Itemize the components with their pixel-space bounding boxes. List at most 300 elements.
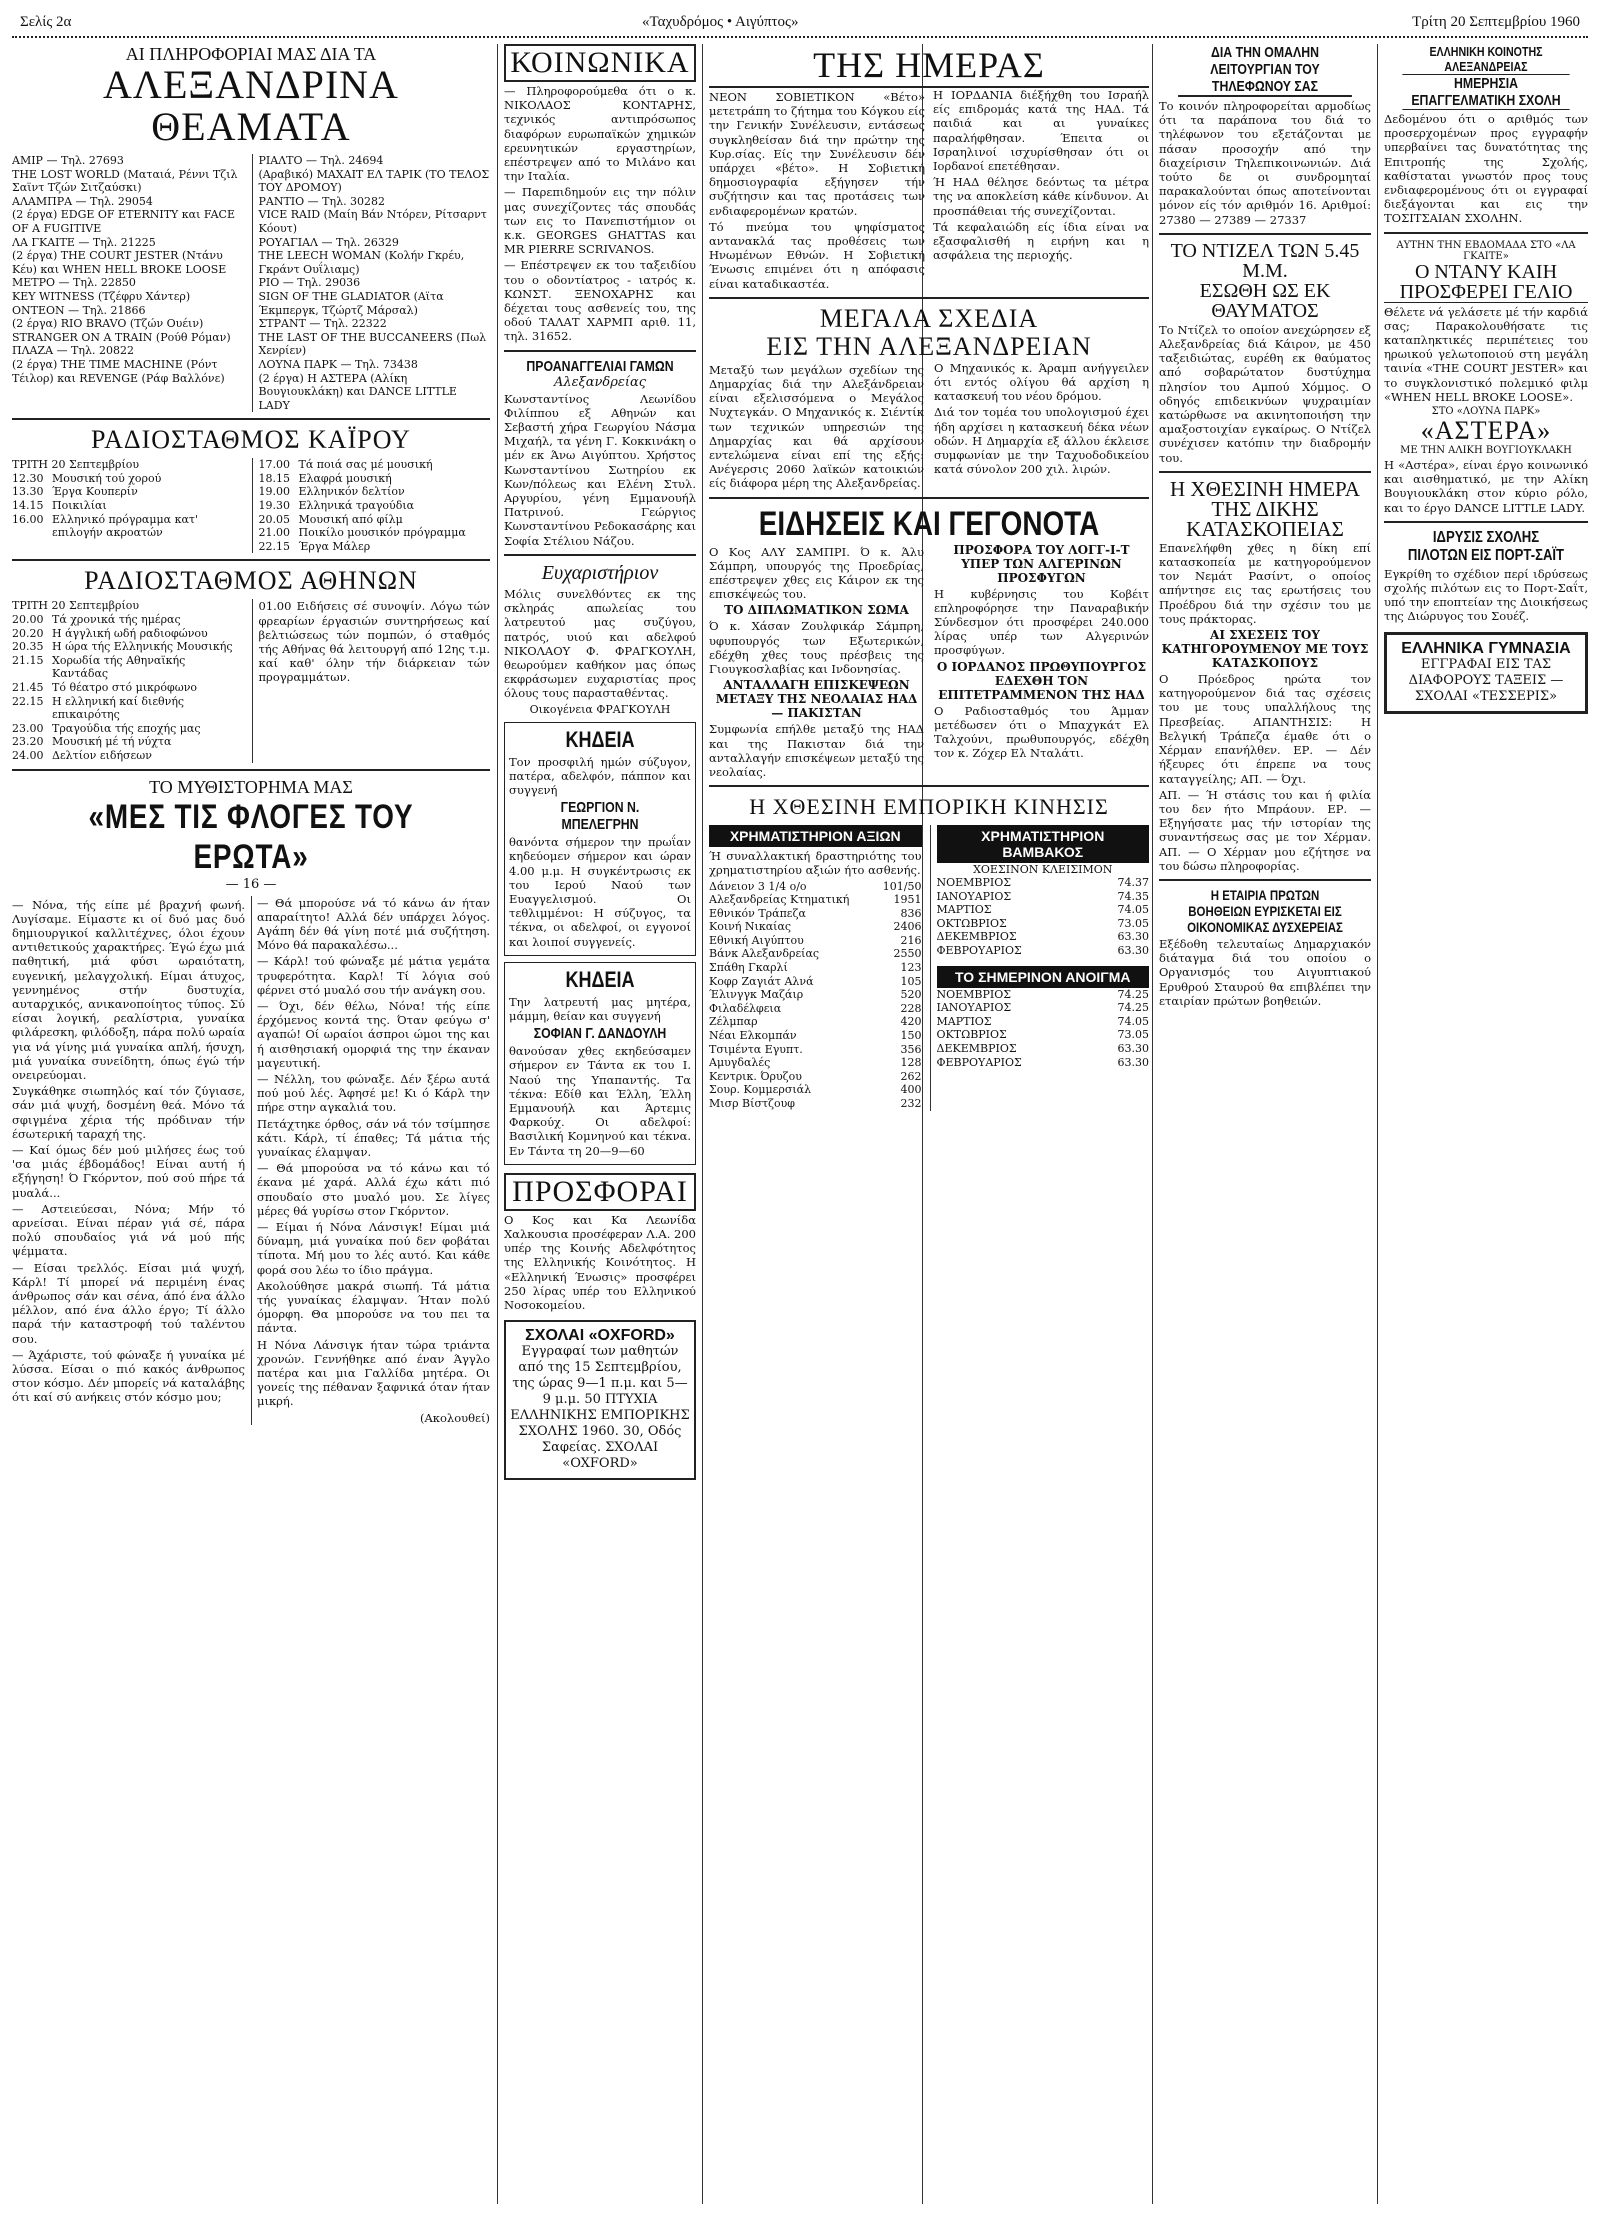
share-row-value: 232 <box>900 1097 922 1111</box>
share-row-label: Κεντρικ. Όρυζου <box>709 1069 802 1083</box>
today-paragraph: Ή ΗΑΔ θέλησε δεόντως τα μέτρα της να αποκλείση κάθε κίνδυνον. Αι προσπάθειαι τής συνεχίζονται. <box>933 175 1149 218</box>
theatre-line: ΡΙΟ — Τηλ. 29036 <box>258 276 361 290</box>
theatres-headline: ΑΛΕΞΑΝΔΡΙΝΑ ΘΕΑΜΑΤΑ <box>103 62 399 149</box>
radio-item-label: 23.00 <box>12 721 44 735</box>
divider <box>1384 232 1588 234</box>
radio-item <box>12 749 244 763</box>
theatres-kicker: ΑΙ ΠΛΗΡΟΦΟΡΙΑΙ ΜΑΣ ΔΙΑ ΤΑ <box>125 44 377 64</box>
share-row <box>709 975 922 989</box>
column-rule <box>1377 44 1378 2204</box>
share-row-label: Κοφρ Ζαγιάτ Αλνά <box>709 974 814 988</box>
share-row-value: 128 <box>900 1056 922 1070</box>
trial-paragraph: Ο Πρόεδρος ηρώτα τον κατηγορούμενον διά τας σχέσεις του με τους υπαλλήλους της Πρεσβείας. ΑΠΑΝΤΗΣΙΣ: Η Βελγική Τράπεζα έμαθε ότι ο Χέρμαν επανήλθεν. ΕΡ. — Δέν ήξευρες ότι έπρεπε να τους καταγγείλης; ΑΠ. — Όχι. <box>1159 672 1371 786</box>
film-text: Θέλετε νά γελάσετε μέ τήν καρδιά σας; Παρακολουθήσατε τις καταπληκτικές περιπέτειες του ηρωικού γελωτοποιού στη μεγάλη ταινία «THE COURT JESTER» και το συγκλονιστικό πολεμικό φιλμ «WHEN HELL BROKE LOOSE». <box>1384 304 1588 404</box>
cotton-row-value: 74.05 <box>1117 903 1149 917</box>
community-title: ΕΛΛΗΝΙΚΗ ΚΟΙΝΟΤΗΣ ΑΛΕΞΑΝΔΡΕΙΑΣ <box>1429 44 1543 74</box>
theatre-line: KEY WITNESS (Τζέφρυ Χάντερ) <box>12 289 191 303</box>
divider <box>12 418 490 420</box>
share-row-value: 836 <box>900 906 922 920</box>
radio-item-value: Μουσική από φίλμ <box>298 512 403 526</box>
share-row-value: 123 <box>900 961 922 975</box>
cotton-title: ΧΡΗΜΑΤΙΣΤΗΡΙΟΝ ΒΑΜΒΑΚΟΣ <box>937 825 1150 863</box>
share-row-label: Φιλαδέλφεια <box>709 1001 782 1015</box>
theatres-listing <box>12 154 490 412</box>
plans-title-1: ΜΕΓΑΛΑ ΣΧΕΔΙΑ <box>819 303 1039 333</box>
radio-item <box>12 513 244 540</box>
radio-item-value: Ελαφρά μουσική <box>298 471 392 485</box>
cotton-open-row-label: ΦΕΒΡΟΥΑΡΙΟΣ <box>936 1055 1022 1069</box>
share-row <box>709 880 922 894</box>
cotton-row-value: 74.35 <box>1117 889 1149 903</box>
theatre-line: ΣΤΡΑΝΤ — Τηλ. 22322 <box>258 317 387 331</box>
theatre-line: VICE RAID (Μαίη Βάν Ντόρεν, Ρίτσαρντ Κόουτ) <box>258 208 487 235</box>
radio-athens-left-list <box>12 613 244 763</box>
cotton-row-label: ΜΑΡΤΙΟΣ <box>936 903 992 917</box>
social-paragraph: — Πληροφορούμεθα ότι ο κ. ΝΙΚΟΛΑΟΣ ΚΟΝΤΑΡΗΣ, τεχνικός αντιπρόσωπος διαφόρων ευρωπαϊκών χημικών ερευνητικών εργαστηρίων, επέστρεψεν από το Μιλάνο και την Ιταλία. <box>504 84 696 184</box>
film-kicker-2: ΣΤΟ «ΛΟΥΝΑ ΠΑΡΚ» <box>1431 406 1541 418</box>
trial-title-2: ΤΗΣ ΔΙΚΗΣ ΚΑΤΑΣΚΟΠΕΙΑΣ <box>1186 496 1344 541</box>
novel-paragraph: — Νέλλη, του φώναξε. Δέν ξέρω αυτά πού μού λές. Άφησέ με! Κι ό Κάρλ την πήρε στην αγκαλιά του. <box>257 1072 490 1115</box>
column-3 <box>709 44 1149 2204</box>
novel-continued: (Ακολουθεί) <box>420 1410 490 1425</box>
film-title-2: ΠΡΟΣΦΕΡΕΙ ΓΕΛΙΟ <box>1384 282 1588 303</box>
share-row <box>709 961 922 975</box>
trial-paragraph: ΑΠ. — Ή στάσις του και ή φιλία του δεν ήτο Μπράουν. ΕΡ. — Εξηγήσατε μας τήν ιστορίαν της συναντήσεως σας με τον Χέρμαν. ΑΠ. — Ο Χέρμαν μου εζήτησε να του δώσω πληροφορίας. <box>1159 787 1371 873</box>
offers-text: Ο Κος και Κα Λεωνίδα Χαλκουσια προσέφεραν Λ.Α. 200 υπέρ της Κοινής Αδελφότητος της Ελληνικής Κοινότητος. Η «Ελληνική Ένωσις» προσφέρει 250 λίρας υπέρ του Ελληνικού Νοσοκομείου. <box>504 1212 696 1312</box>
radio-item <box>12 722 244 736</box>
cotton-row <box>937 890 1150 904</box>
novel-paragraph: — Θά μπορούσε νά τό κάνω άν ήταν απαραίτητο! Αλλά δέν υπάρχει λόγος. Αγάπη δέν θά γίνη ποτέ μιά συζήτηση. Μόνο θά παρακαλέσω... <box>257 895 490 953</box>
film-title-1: Ο ΝΤΑΝΥ ΚΑΙΗ <box>1414 260 1558 283</box>
funeral-1-text: θανόντα σήμερον την πρωΐαν κηδεύομεν σήμερον και ώραν 4.00 μ.μ. Η συγκέντρωσις εκ του Ιερού Ναού των Ευαγγελισμού. Οι τεθλιμμένοι: Η σύζυγος, τα τέκνα, οι αδελφοί, οι εγγονοί και λοιποί συγγενείς. <box>509 835 691 949</box>
radio-cairo-day: ΤΡΙΤΗ 20 Σεπτεμβρίου <box>12 458 140 472</box>
cotton-row-label: ΔΕΚΕΜΒΡΙΟΣ <box>936 930 1017 944</box>
news-subhead: ΑΝΤΑΛΛΑΓΗ ΕΠΙΣΚΕΨΕΩΝ ΜΕΤΑΞΥ ΤΗΣ ΝΕΟΛΑΙΑΣ ΗΑΔ — ΠΑΚΙΣΤΑΝ <box>715 678 918 721</box>
column-1 <box>12 44 490 2204</box>
news-paragraph: Η κυβέρνησις του Κοβέιτ επληροφόρησε την Παναραβικήν Σύνδεσμον ότι προσφέρει 240.000 λίρας υπέρ των Αλγερινών προσφύγων. <box>934 586 1149 658</box>
share-row <box>709 1097 922 1111</box>
page-number: Σελίς 2α <box>20 14 72 30</box>
radio-item <box>12 654 244 681</box>
trial-paragraph: Επανελήφθη χθες η δίκη επί κατασκοπεία με κατηγορούμενον τον Νεμάτ Ρασίντ, ο οποίος απήντησε εις τας ερωτήσεις του Προέδρου διά την σχέσιν του με τους πράκτορας. <box>1159 540 1371 626</box>
share-row <box>709 1029 922 1043</box>
theatre-line: THE LOST WORLD (Ματαιά, Ρέννι Τζιλ Σαϊντ Τζών Σιτζαύσκι) <box>12 167 238 195</box>
theatre-line: ΑΛΑΜΠΡΑ — Τηλ. 29054 <box>12 194 153 208</box>
today-body <box>709 88 1149 291</box>
share-row-label: Νέαι Ελκομπάν <box>709 1029 797 1043</box>
divider <box>1159 233 1371 235</box>
radio-item-label: 21.15 <box>12 653 44 667</box>
radio-item <box>259 485 491 499</box>
radio-athens-schedule <box>12 599 490 762</box>
radio-item-value: Μουσική μέ τή νύχτα <box>52 735 172 749</box>
radio-athens-day: ΤΡΙΤΗ 20 Σεπτεμβρίου <box>12 599 140 613</box>
social-title: ΚΟΙΝΩΝΙΚΑ <box>504 44 696 82</box>
radio-cairo-left-list <box>12 472 244 540</box>
share-row <box>709 947 922 961</box>
share-row-label: Βάνκ Αλεξανδρείας <box>709 947 820 961</box>
radio-item-value: Τά χρονικά τής ημέρας <box>52 613 181 627</box>
novel-paragraph: Ακολούθησε μακρά σιωπή. Τά μάτια τής γυναίκας έλαμψαν. Ήταν πολύ όμορφη. Θα μπορούσε να του πει τα πάντα. <box>257 1278 490 1336</box>
funeral-2-intro: Την λατρευτή μας μητέρα, μάμμη, θείαν και συγγενή <box>509 994 691 1023</box>
theatre-line: SIGN OF THE GLADIATOR (Αϊτα Έκμπεργκ, Τζώρτζ Μάρσαλ) <box>258 289 444 317</box>
radio-item <box>12 681 244 695</box>
funeral-notice-1 <box>504 722 696 956</box>
cotton-row <box>937 944 1150 958</box>
column-2 <box>504 44 696 2204</box>
radio-item <box>12 499 244 513</box>
thanks-title: Ευχαριστήριον <box>541 561 659 584</box>
thanks-sign: Οικογένεια ΦΡΑΓΚΟΥΛΗ <box>529 702 671 716</box>
share-row-value: 105 <box>900 974 922 988</box>
theatre-line: (2 έργα) EDGE OF ETERNITY και FACE OF A FUGITIVE <box>12 208 235 235</box>
oxford-ad <box>504 1320 696 1480</box>
gymnasia-ad-title: ΕΛΛΗΝΙΚΑ ΓΥΜΝΑΣΙΑ <box>1401 639 1571 657</box>
radio-item-label: 12.30 <box>12 471 44 485</box>
share-row-label: Δάνειον 3 1/4 ο/ο <box>709 879 807 893</box>
cotton-open-row <box>937 1056 1150 1070</box>
news-paragraph: Ό κ. Χάσαν Ζουλφικάρ Σάμπρη, υφυπουργός των Εξωτερικών, εδέχθη χθες τους πρέσβεις της Γιουγκοσλαβίας και Ινδονησίας. <box>709 619 924 677</box>
divider <box>709 497 1149 499</box>
market-body <box>709 825 1149 1111</box>
share-row-label: Τσιμέντα Εγυπτ. <box>709 1042 803 1056</box>
pilots-title-2: ΠΙΛΟΤΩΝ ΕΙΣ ΠΟΡΤ-ΣΑΪΤ <box>1407 546 1565 564</box>
today-main <box>709 44 1149 291</box>
novel-paragraph: — Αστειεύεσαι, Νόνα; Μήν τό αρνείσαι. Είναι πέραν γιά σέ, πάρα πολύ σπουδαίος γιά νά μού πής ψέμματα. <box>12 1201 245 1259</box>
radio-item-label: 20.35 <box>12 640 44 654</box>
novel-kicker: ΤΟ ΜΥΘΙΣΤΟΡΗΜΑ ΜΑΣ <box>149 776 353 797</box>
paper-name: «Ταχυδρόμος • Αιγύπτος» <box>642 14 799 30</box>
radio-item-label: 24.00 <box>12 748 44 762</box>
radio-item-value: Ποικίλο μουσικόν πρόγραμμα <box>298 526 466 540</box>
novel-paragraph: — Όχι, δέν θέλω, Νόνα! τής είπε έρχόμενος κοντά της. Όταν φεύγω σ' αγαπώ! Οί ωραίοι άσπροι ώμοι της και ή αισθησιακή ομορφιά της την έκαναν μαγευτική. <box>257 998 490 1070</box>
radio-item <box>259 513 491 527</box>
novel-paragraph: Συγκάθηκε σιωπηλός καί τόν ζύγιασε, σάν μιά ψυχή, δοσμένη θεά. Μόνο τά σφιγμένα χέρια τής πρόδιναν τήν έσωτερική ταραχή της. <box>12 1084 245 1141</box>
divider <box>1159 879 1371 881</box>
share-row-label: Ζέλμπαρ <box>709 1015 758 1029</box>
share-row-label: Σπάθη Γκαρλί <box>709 961 788 975</box>
radio-item-value: Ελληνικό πρόγραμμα κατ' επιλογήν ακροατών <box>52 512 198 540</box>
masthead <box>12 10 1588 38</box>
cotton-open-row <box>937 1042 1150 1056</box>
open-list <box>937 988 1150 1070</box>
share-row-value: 228 <box>900 1001 922 1015</box>
diesel-text: Το Ντίζελ το οποίον ανεχώρησεν εξ Αλεξανδρείας διά Κάιρον, με 450 ταξειδιώτας, ευρέθη εκ θαύματος από σοβαρώτατον δυστύχημα πλησίον του Αμπού Χόμμος. Ο οδηγός επιδεικνύων ψυχραιμίαν κατώρθωσε να ακινητοποιήση την αμαξοστοιχίαν εγκαίρως. Ο Ντίζελ συνέχισεν κατόπιν την διαδρομήν του. <box>1159 322 1371 465</box>
divider <box>504 554 696 556</box>
trial-title-1: Η ΧΘΕΣΙΝΗ ΗΜΕΡΑ <box>1170 476 1360 501</box>
cotton-row-value: 63.30 <box>1117 944 1149 958</box>
theatre-line: ΡΑΝΤΙΟ — Τηλ. 30282 <box>258 194 386 208</box>
cotton-open-row-label: ΔΕΚΕΜΒΡΙΟΣ <box>936 1042 1017 1056</box>
cotton-row-value: 74.37 <box>1117 876 1149 890</box>
share-row-label: Εθνικόν Τράπεζα <box>709 906 806 920</box>
phone-text: Το κοινόν πληροφορείται αρμοδίως ότι τα παράπονα του διά το τηλέφωνον του εξετάζονται με πάσαν προσοχήν από την διαχείρισιν Τηλεπικοινωνιών. Διά τούτο δε οι συνδρομηταί παρακαλούνται όπως αποτείνονται μόνον είς τόν αριθμόν 16. Αριθμοί: 27380 — 27389 — 27337 <box>1159 99 1371 227</box>
today-paragraph: Τό πνεύμα του ψηφίσματος αντανακλά τας προθέσεις των Ηνωμένων Εθνών. Η Σοβιετική Ένωσις επιμένει ότι η απόφασις είναι καταδικαστέα. <box>709 219 925 291</box>
radio-cairo-schedule <box>12 458 490 553</box>
theatre-line: (2 έργα) RIO BRAVO (Τζών Ουέιν) STRANGER ON A TRAIN (Ρούθ Ρόμαν) <box>12 317 231 344</box>
theatre-line: ΟΝΤΕΟΝ — Τηλ. 21866 <box>12 303 146 317</box>
share-row-value: 2550 <box>893 947 922 961</box>
radio-item <box>12 695 244 722</box>
share-row-value: 520 <box>900 988 922 1002</box>
offers-title: ΠΡΟΣΦΟΡΑΙ <box>504 1173 696 1211</box>
share-row-label: Εθνική Αιγύπτου <box>709 933 804 947</box>
news-subhead: ΠΡΟΣΦΟΡΑ ΤΟΥ ΛΟΓΓ-Ι-Τ ΥΠΕΡ ΤΩΝ ΑΛΓΕΡΙΝΩΝ ΠΡΟΣΦΥΓΩΝ <box>953 542 1130 585</box>
radio-item-value: Δελτίον ειδήσεων <box>52 748 152 762</box>
divider <box>504 350 696 352</box>
cotton-sub: ΧΟΕΣΙΝΟΝ ΚΛΕΙΣΙΜΟΝ <box>973 863 1113 877</box>
plans-paragraph: Μεταξύ των μεγάλων σχεδίων της Δημαρχίας διά την Αλεξάνδρειαν είναι εξελισσόμενα ο Μεγάλος Νυχτεγκάν. Ο Μηχανικός κ. Σιέντίκ των τεχνικών υπηρεσιών της Δημαρχίας και θά αρχίσουν εντελώμενα είναι επί της εξής: Ανέγερσις 2060 λαϊκών κατοικιών είς διάφορα μέρη της Αλεξανδρείας. <box>709 362 924 491</box>
theatres-right <box>252 154 491 412</box>
cotton-row-value: 63.30 <box>1117 930 1149 944</box>
radio-item <box>12 472 244 486</box>
novel-paragraph: — Θά μπορούσα να τό κάνω και τό έκανα μέ χαρά. Αλλά έχω κάτι πιό σπουδαίο στο μυαλό μου. Σε λίγες μέρες θά γυρίσω στον Γκόρντον. <box>257 1161 490 1218</box>
radio-item-value: Ελληνικά τραγούδια <box>298 499 415 513</box>
news-subhead: ΤΟ ΔΙΠΛΩΜΑΤΙΚΟΝ ΣΩΜΑ <box>724 603 909 618</box>
diesel-title-1: ΤΟ ΝΤΙΖΕΛ ΤΩΝ 5.45 Μ.Μ. <box>1170 239 1360 282</box>
share-row-value: 420 <box>900 1015 922 1029</box>
radio-item-label: 23.20 <box>12 735 44 749</box>
theatre-line: (2 έργα) THE COURT JESTER (Ντάνυ Κέυ) και WHEN HELL BROKE LOOSE <box>12 249 227 276</box>
funeral-2-title: ΚΗΔΕΙΑ <box>565 966 635 992</box>
cotton-open-row <box>937 988 1150 1002</box>
radio-item <box>259 526 491 540</box>
oxford-ad-title: ΣΧΟΛΑΙ «OXFORD» <box>525 1327 675 1345</box>
share-row <box>709 1002 922 1016</box>
social-paragraph: — Παρεπιδημούν εις την πόλιν μας συνεχίζοντες τάς σπουδάς των εις το Πανεπιστήμιον οι κ.κ. GEORGES GHATTAS και MR PIERRE SCRIVANOS. <box>504 185 696 257</box>
cotton-row <box>937 903 1150 917</box>
share-row-label: Μισρ Βίστζουφ <box>709 1097 796 1111</box>
funeral-2-name: ΣΟΦΙΑΝ Γ. ΔΑΝΔΟΥΛΗ <box>533 1025 667 1043</box>
radio-item-label: 20.20 <box>12 626 44 640</box>
gymnasia-ad-text: ΕΓΓΡΑΦΑΙ ΕΙΣ ΤΑΣ ΔΙΑΦΟΡΟΥΣ ΤΑΞΕΙΣ — ΣΧΟΛΑΙ «ΤΕΣΣΕΡΙΣ» <box>1408 656 1564 704</box>
cotton-open-row-label: ΝΟΕΜΒΡΙΟΣ <box>936 987 1012 1001</box>
pilots-title-1: ΙΔΡΥΣΙΣ ΣΧΟΛΗΣ <box>1432 528 1540 546</box>
newspaper-page <box>12 10 1588 2205</box>
social-paragraph: — Επέστρεψεν εκ του ταξειδίου του ο οδοντίατρος - ιατρός κ. ΚΩΝΣΤ. ΞΕΝΟΧΑΡΗΣ και δέχεται τους ασθενείς του, της οδού ΤΑΛΑΤ ΧΑΡΜΠ αριθ. 11, τηλ. 31652. <box>504 258 696 344</box>
radio-item <box>12 640 244 654</box>
radio-item-value: Η άγγλική ωδή ραδιοφώνου <box>52 626 208 640</box>
community-text: Δεδομένου ότι ο αριθμός των προσερχομένων προς εγγραφήν υπερβαίνει τας δυνατότητας της Επιτροπής της Σχολής, καθίσταται γνωστόν προς τους ενδιαφερομένους ότι οι εγγραφαί διεξάγονται και εις την ΤΟΣΙΤΣΑΙΑΝ ΣΧΟΛΗΝ. <box>1384 112 1588 226</box>
news-paragraph: Ο Κος ΑΛΥ ΣΑΜΠΡΙ. Ό κ. Άλυ Σάμπρη, υπουργός της Προεδρίας, επέστρεψεν χθες εις Κάιρον εκ της επισκέψεώς του. <box>709 544 924 602</box>
theatre-line: (2 έργα) THE TIME MACHINE (Ρόντ Τέιλορ) και REVENGE (Ράφ Βαλλόνε) <box>12 357 225 385</box>
cotton-list <box>937 876 1150 958</box>
funeral-notice-2 <box>504 962 696 1165</box>
share-row-value: 1951 <box>893 893 922 907</box>
novel-paragraph: — Καί όμως δέν μού μιλήσες έως τού 'σα μιάς έβδομάδος! Είναι αυτή ή εξήγηση! Ό Γκόρντον, πού σού πήρε τά μυαλά... <box>12 1143 245 1200</box>
oxford-ad-text: Εγγραφαί των μαθητών από της 15 Σεπτεμβρίου, της ώρας 9—1 π.μ. και 5—9 μ.μ. 50 ΠΤΥΧΙΑ ΕΛΛΗΝΙΚΗΣ ΕΜΠΟΡΙΚΗΣ ΣΧΟΛΗΣ 1960. 30, Οδός Σαφείας. ΣΧΟΛΑΙ «OXFORD» <box>510 1344 690 1472</box>
trial-subhead: ΑΙ ΣΧΕΣΕΙΣ ΤΟΥ ΚΑΤΗΓΟΡΟΥΜΕΝΟΥ ΜΕ ΤΟΥΣ ΚΑΤΑΣΚΟΠΟΥΣ <box>1161 628 1369 671</box>
radio-item <box>259 499 491 513</box>
radio-item-value: Η ελληνική καί διεθνής επικαιρότης <box>52 694 185 722</box>
share-row-label: Αλεξανδρείας Κτηματική <box>709 893 850 907</box>
plans-body <box>709 361 1149 491</box>
first-aid-title: Η ΕΤΑΙΡΙΑ ΠΡΩΤΩΝ ΒΟΗΘΕΙΩΝ ΕΥΡΙΣΚΕΤΑΙ ΕΙΣ ΟΙΚΟΝΟΜΙΚΑΣ ΔΥΣΧΕΡΕΙΑΣ <box>1187 886 1343 935</box>
radio-cairo-title: ΡΑΔΙΟΣΤΑΘΜΟΣ ΚΑΪΡΟΥ <box>91 425 411 455</box>
news-title: ΕΙΔΗΣΕΙΣ ΚΑΙ ΓΕΓΟΝΟΤΑ <box>758 504 1100 543</box>
phone-title: ΔΙΑ ΤΗΝ ΟΜΑΛΗΝ ΛΕΙΤΟΥΡΓΙΑΝ ΤΟΥ ΤΗΛΕΦΩΝΟΥ ΣΑΣ <box>1178 44 1352 97</box>
radio-item-label: 19.00 <box>258 485 290 499</box>
share-row-value: 400 <box>900 1083 922 1097</box>
film-sub: ΜΕ ΤΗΝ ΑΛΙΚΗ ΒΟΥΓΙΟΥΚΛΑΚΗ <box>1400 445 1572 457</box>
novel-paragraph: Πετάχτηκε όρθος, σάν νά τόν τσίμπησε κάτι. Κάρλ, τί έπαθες; Τά μάτια τής γυναίκας έλαμψαν. <box>257 1116 490 1160</box>
share-row <box>709 893 922 907</box>
cotton-row-label: ΟΚΤΩΒΡΙΟΣ <box>936 916 1007 930</box>
share-row-label: Έλινγγκ Μαζάιρ <box>709 988 804 1002</box>
radio-item-label: 21.00 <box>258 526 290 540</box>
plans-paragraph: Διά τον τομέα του υπολογισμού έχει ήδη αρχίσει η κατασκευή δέκα νέων οδών. Η Δημαρχία εξ άλλου έκλεισε συμφωνίαν με την Ταχυοδοδικείου κατά σύνολον 200 χιλ. λιρών. <box>934 405 1149 477</box>
pilots-text: Εγκρίθη το σχέδιον περί ιδρύσεως σχολής πιλότων εις το Πορτ-Σαΐτ, υπό την εποπτείαν της Διοικήσεως της Διώρυγος του Σουέζ. <box>1384 566 1588 624</box>
theatre-line: ΡΙΑΛΤΟ — Τηλ. 24694 <box>258 154 384 167</box>
radio-item-label: 16.00 <box>12 512 44 526</box>
cotton-open-row <box>937 1028 1150 1042</box>
today-paragraph: Η ΙΟΡΔΑΝΙΑ διέξήχθη του Ισραήλ είς επιδρομάς κατά της ΗΑΔ. Τά παιδιά και αι γυναίκες παραλήφθησαν. Έπειτα οι Ισραηλινοί ισχυρίσθησαν ότι οι Ιορδανοί επετέθησαν. <box>933 88 1149 174</box>
today-title: ΤΗΣ ΗΜΕΡΑΣ <box>709 44 1149 88</box>
plans-title-2: ΕΙΣ ΤΗΝ ΑΛΕΞΑΝΔΡΕΙΑΝ <box>766 331 1092 361</box>
share-row <box>709 934 922 948</box>
theatre-line: (Αραβικό) ΜΑΧΑΙΤ ΕΛ ΤΑΡΙΚ (ΤΟ ΤΕΛΟΣ ΤΟΥ ΔΡΟΜΟΥ) <box>258 167 490 195</box>
radio-item-label: 13.30 <box>12 485 44 499</box>
gymnasia-ad <box>1384 632 1588 714</box>
share-row-value: 356 <box>900 1042 922 1056</box>
news-paragraph: Ο Ραδιοσταθμός του Άμμαν μετέδωσεν ότι ο Μπαχγκάτ Ελ Ταλχούνι, πρωθυπουργός, εδέχθη τον κ. Ζόχερ Ελ Νταλάτι. <box>934 703 1149 761</box>
share-row-value: 150 <box>900 1029 922 1043</box>
cotton-open-row <box>937 1001 1150 1015</box>
engagements-title: ΠΡΟΑΝΑΓΓΕΛΙΑΙ ΓΑΜΩΝ <box>526 357 674 375</box>
share-row-label: Σουρ. Κομμερσιάλ <box>709 1083 812 1097</box>
divider <box>709 785 1149 787</box>
radio-item-value: Έργα Κουπερίν <box>52 485 138 499</box>
novel-body <box>12 896 490 1425</box>
divider <box>709 297 1149 299</box>
share-row <box>709 1043 922 1057</box>
first-aid-text: Εξέδοθη τελευταίως Δημαρχιακόν διάταγμα διά του οποίου ο Οργανισμός του Αιγυπτιακού Ερυθρού Σταυρού θα επιβλέπει την εταιρίαν πρώτων βοηθειών. <box>1159 936 1371 1008</box>
share-row-value: 2406 <box>893 920 922 934</box>
radio-item-label: 19.30 <box>258 499 290 513</box>
divider <box>12 559 490 561</box>
news-body <box>709 543 1149 779</box>
cotton-row-label: ΙΑΝΟΥΑΡΙΟΣ <box>936 889 1012 903</box>
share-row-value: 216 <box>900 933 922 947</box>
radio-item-value: Μουσική τού χορού <box>52 471 162 485</box>
cotton-open-row-value: 73.05 <box>1117 1028 1149 1042</box>
share-row-value: 101/50 <box>882 879 922 893</box>
cotton-row-label: ΝΟΕΜΒΡΙΟΣ <box>936 876 1012 890</box>
novel-title: «ΜΕΣ ΤΙΣ ΦΛΟΓΕΣ ΤΟΥ ΕΡΩΤΑ» <box>88 797 414 876</box>
funeral-1-title: ΚΗΔΕΙΑ <box>565 726 635 752</box>
film-title-3: «ΑΣΤΕΡΑ» <box>1420 416 1552 446</box>
cotton-row-label: ΦΕΒΡΟΥΑΡΙΟΣ <box>936 944 1022 958</box>
radio-item-label: 14.15 <box>12 499 44 513</box>
share-row <box>709 920 922 934</box>
cotton-open-row-label: ΟΚΤΩΒΡΙΟΣ <box>936 1028 1007 1042</box>
radio-item-label: 18.15 <box>258 471 290 485</box>
diesel-title-2: ΕΣΩΘΗ ΩΣ ΕΚ ΘΑΥΜΑΤΟΣ <box>1199 279 1331 322</box>
open-title: ΤΟ ΣΗΜΕΡΙΝΟΝ ΑΝΟΙΓΜΑ <box>937 966 1150 988</box>
news-subhead: Ο ΙΟΡΔΑΝΟΣ ΠΡΩΘΥΠΟΥΡΓΟΣ ΕΔΕΧΘΗ ΤΟΝ ΕΠΙΤΕΤΡΑΜΜΕΝΟΝ ΤΗΣ ΗΑΔ <box>936 659 1147 702</box>
community-sub: ΗΜΕΡΗΣΙΑ ΕΠΑΓΓΕΛΜΑΤΙΚΗ ΣΧΟΛΗ <box>1402 74 1569 110</box>
radio-athens-note: 01.00 Ειδήσεις σέ συνοψίν. Λόγω τών φρεαρίων έργασιών συντηρήσεως καί βελτιώσεως τών πομπών, ό σταθμός τής Αθήνας θά λειτουργή από 12ης τ.μ. καί καθ' όλην τήν διάρκειαν τών προγραμμάτων. <box>252 599 491 762</box>
radio-item-label: 20.05 <box>258 512 290 526</box>
engagements-place: Αλεξανδρείας <box>553 374 647 390</box>
radio-item <box>259 472 491 486</box>
column-rule <box>702 44 703 2204</box>
novel-paragraph: — Είσαι τρελλός. Είσαι μιά ψυχή, Κάρλ! Τί μπορεί νά περιμένη ένας άνθρωπος σάν και σένα, άπό ένα άλλο μέλλον, από ένα άλλο έργο; Τί άλλο παρά τήν καταστροφή τού ταλέντου σου. <box>12 1260 245 1346</box>
radio-item-label: 17.00 <box>258 458 290 472</box>
divider <box>1159 471 1371 473</box>
cotton-row <box>937 930 1150 944</box>
share-row <box>709 1015 922 1029</box>
funeral-2-text: θανούσαν χθες εκηδεύσαμεν σήμερον εν Τάντα εκ του Ι. Ναού της Υπαπαντής. Τα τέκνα: Εδίθ και Έλλη, Έλλη Εμμανουήλ και Άρτεμις Φαρκούχ. Οι αδελφοί: Βασιλική Κομνηνού και τέκνα. Εν Τάντα τη 20—9—60 <box>509 1044 691 1158</box>
today-block <box>709 44 1149 291</box>
cotton-open-row-value: 74.25 <box>1117 1001 1149 1015</box>
shares-title: ΧΡΗΜΑΤΙΣΤΗΡΙΟΝ ΑΞΙΩΝ <box>709 825 922 847</box>
radio-item-label: 22.15 <box>12 694 44 708</box>
novel-paragraph: — Άχάριστε, τού φώναξε ή γυναίκα μέ λύσσα. Είσαι ο πιό κακός άνθρωπος στον κόσμο. Δέν μπορείς νά καταλάβης ότι καί σύ ανήκεις στόν κόσμο μου; <box>12 1347 245 1405</box>
radio-athens-left <box>12 599 244 762</box>
column-rule <box>497 44 498 2204</box>
plans-paragraph: Ο Μηχανικός κ. Άραμπ ανήγγειλεν ότι εντός ολίγου θά αρχίση η κατασκευή του νέου δρόμου. <box>934 360 1149 404</box>
shares-block <box>709 825 922 1111</box>
market-title: Η ΧΘΕΣΙΝΗ ΕΜΠΟΡΙΚΗ ΚΙΝΗΣΙΣ <box>749 794 1109 820</box>
cotton-open-row-label: ΙΑΝΟΥΑΡΙΟΣ <box>936 1001 1012 1015</box>
divider <box>12 769 490 771</box>
column-5 <box>1384 44 1588 2204</box>
thanks-text: Μόλις συνελθόντες εκ της σκληράς απωλείας του λατρευτού μας συζύγου, πατρός, υιού και αδελφού ΝΙΚΟΛΑΟΥ Φ. ΦΡΑΓΚΟΥΛΗ, θεωρούμεν καθήκον μας όπως εκφράσωμεν ευχαριστίας προς όλους τους παρασταθέντας. <box>504 586 696 701</box>
theatre-line: ΛΟΥΝΑ ΠΑΡΚ — Τηλ. 73438 <box>258 357 418 371</box>
theatres-left <box>12 154 244 412</box>
radio-item <box>259 458 491 472</box>
radio-item-value: Ποικιλίαι <box>52 499 107 513</box>
column-4 <box>1159 44 1371 2204</box>
share-row <box>709 988 922 1002</box>
theatre-line: THE LAST OF THE BUCCANEERS (Πωλ Χενρίεν) <box>258 330 487 358</box>
theatre-line: ΡΟΥΑΓΙΑΛ — Τηλ. 26329 <box>258 235 399 249</box>
theatre-line: ΑΜΙΡ — Τηλ. 27693 <box>12 154 124 167</box>
radio-item-value: Ελληνικόν δελτίον <box>298 485 405 499</box>
novel-number: — 16 — <box>225 876 277 892</box>
theatre-line: (2 έργα) Η ΑΣΤΕΡΑ (Αλίκη Βουγιουκλάκη) και DANCE LITTLE LADY <box>258 371 457 412</box>
novel-paragraph: — Νόνα, τής είπε μέ βραχνή φωνή. Λυγίσαμε. Είμαστε κι οί δυό μας δυό δημιουργικοί καλλιτέχνες, όλοι έχουν αντιθετικούς χαρακτήρες. Έγώ έχω μιά παθητική, μιά φύσι ωραιότατη, ευγενική, μελαγχολική. Είμαι άτυχος, γεννημένος στήν δυστυχία, αυταρχικός, ανικανοποίητος τύπος. Σύ είσαι λογική, ρεαλίστρια, γυναίκα φιλάρεσκη, φιλόδοξη, πάρα πολύ ωραία για νά γίνης μιά γυναίκα απλή, ήσυχη, μιά γυναίκα συνείδητη, όπως έγώ τήν ονειρεύομαι. <box>12 897 245 1082</box>
radio-item-label: 22.15 <box>258 539 290 553</box>
radio-item-value: Τά ποιά σας μέ μουσική <box>298 458 433 472</box>
film-kicker: ΑΥΤΗΝ ΤΗΝ ΕΒΔΟΜΑΔΑ ΣΤΟ «ΛΑ ΓΚΑΙΤΕ» <box>1396 239 1576 262</box>
novel-paragraph: — Κάρλ! τού φώναξε μέ μάτια γεμάτα τρυφερότητα. Καρλ! Τί λόγια σού φέρνει στό μυαλό σου τήν ανάγκη σου. <box>257 954 490 997</box>
issue-date: Τρίτη 20 Σεπτεμβρίου 1960 <box>1412 14 1580 30</box>
shares-intro: Ή συναλλακτική δραστηριότης του χρηματιστηρίου αξιών ήτο ασθενής. <box>709 849 922 878</box>
cotton-block <box>930 825 1150 1111</box>
cotton-row-value: 73.05 <box>1117 916 1149 930</box>
radio-athens-title: ΡΑΔΙΟΣΤΑΘΜΟΣ ΑΘΗΝΩΝ <box>84 566 418 596</box>
cotton-open-row-value: 74.25 <box>1117 987 1149 1001</box>
funeral-1-intro: Τον προσφιλή ημών σύζυγον, πατέρα, αδελφόν, πάππον και συγγενή <box>509 754 691 797</box>
radio-item <box>12 485 244 499</box>
cotton-open-row-value: 63.30 <box>1117 1042 1149 1056</box>
news-paragraph: Συμφωνία επήλθε μεταξύ της ΗΑΔ και της Πακισταν διά την ανταλλαγήν επισκέψεων μεταξύ της νεολαίας. <box>709 722 924 779</box>
cotton-open-row <box>937 1015 1150 1029</box>
cotton-open-row-value: 63.30 <box>1117 1055 1149 1069</box>
novel-paragraph: Η Νόνα Λάνσιγκ ήταν τώρα τριάντα χρονών. Γεννήθηκε από έναν Άγγλο πατέρα και μια Γαλλίδα μητέρα. Οι γονείς της πέθαναν ξαφνικά όταν ήταν μικρή. <box>257 1337 490 1409</box>
radio-item-label: 20.00 <box>12 613 44 627</box>
radio-item-value: Χορωδία τής Αθηναϊκής Καντάδας <box>52 653 186 681</box>
share-row <box>709 1056 922 1070</box>
funeral-1-name: ΓΕΩΡΓΙΟΝ Ν. ΜΠΕΛΕΓΡΗΝ <box>560 799 640 834</box>
theatre-line: THE LEECH WOMAN (Κολήν Γκρέυ, Γκράντ Ουΐλιαμς) <box>258 249 465 276</box>
theatre-line: ΜΕΤΡΟ — Τηλ. 22850 <box>12 276 136 290</box>
share-row-value: 262 <box>900 1069 922 1083</box>
radio-item <box>12 613 244 627</box>
radio-item <box>12 735 244 749</box>
